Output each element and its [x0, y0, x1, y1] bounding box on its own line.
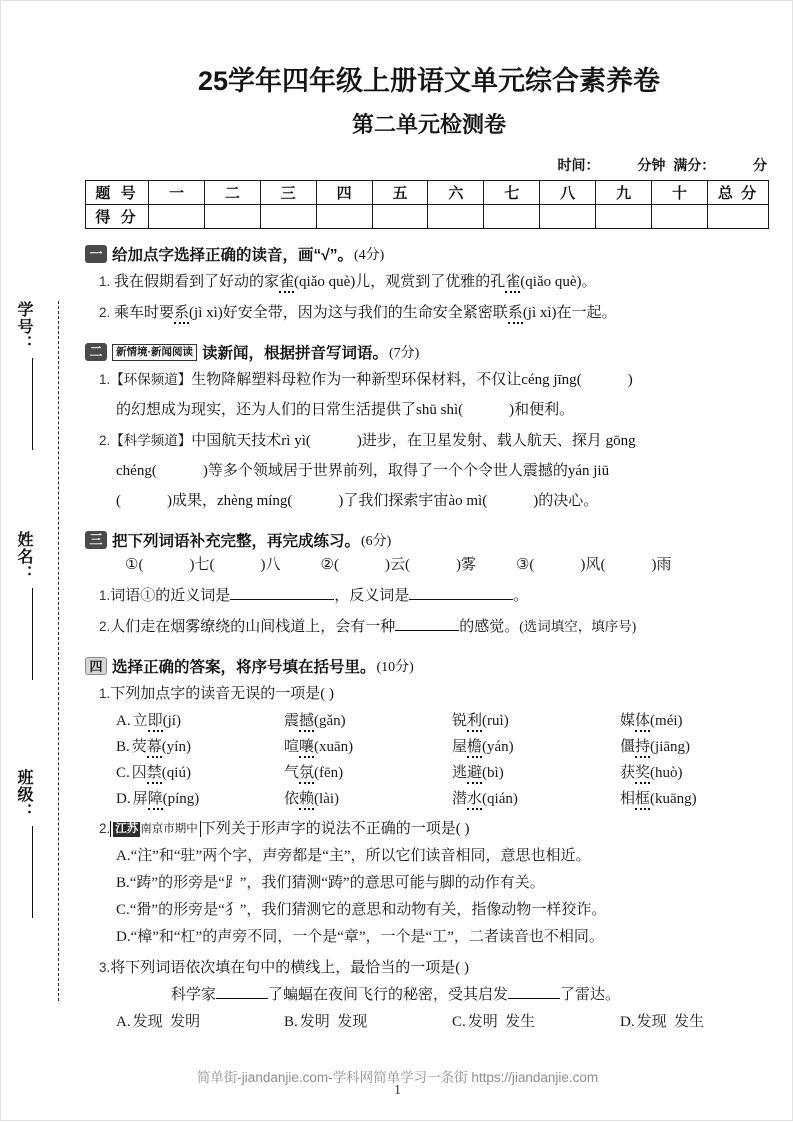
s4-q3-option-a-w2: 发明 [170, 1014, 201, 1030]
s4-q1-option-b-label: B. [116, 739, 130, 755]
score-col-7: 七 [484, 181, 540, 205]
s4-q3-option-b[interactable] [284, 1009, 452, 1035]
s4-q3-option-c-w1: 发明 [467, 1014, 498, 1030]
score-cell-5[interactable] [372, 205, 428, 229]
s4-q1-d-item3-dot: 水 [467, 791, 482, 810]
s4-q1-option-d-label: D. [116, 791, 131, 807]
s4-q1-a-item3-p1: 锐 [452, 713, 468, 729]
s1-q2-dot-char-2: 系 [508, 305, 523, 324]
s2-q2-text-a: 中国航天技术 [191, 433, 282, 449]
s4-q1-c-item3-p1: 逃 [452, 765, 468, 781]
s2-q1-pinyin-2: shū shì [416, 402, 459, 418]
score-col-1: 一 [149, 181, 205, 205]
section-3-marker-icon: 三 [85, 531, 107, 549]
s3-question-2 [85, 613, 773, 641]
s1-q1-text-a: 我在假期看到了好动的家 [114, 274, 280, 290]
total-unit: 分 [753, 157, 767, 173]
s4-q2-option-b[interactable]: B.“踌”的形旁是“⻊”，我们猜测“踌”的意思可能与脚的动作有关。 [116, 875, 545, 891]
section-3-title: 把下列词语补充完整，再完成练习。 [112, 533, 361, 550]
section-2-title: 读新闻，根据拼音写词语。 [202, 345, 389, 362]
s4-q1-b-item1-py: (yín) [161, 739, 191, 755]
s4-q1-b-item4-py: (jiāng) [650, 739, 691, 755]
s4-q1-b-item4 [620, 734, 788, 760]
s3-idiom-3-tail: 雨 [656, 557, 672, 573]
s4-q1-a-item4-dot: 体 [635, 713, 650, 732]
s2-question-1-line-2: 的幻想成为现实，还为人们的日常生活提供了shū shì( )和便利。 [116, 402, 575, 418]
s4-q1-b-item2-dot: 嚷 [299, 739, 314, 758]
s4-q1-d-item1-dot: 障 [148, 791, 163, 810]
s4-q1-option-b[interactable] [116, 734, 284, 760]
s3-idiom-1-no: ① [125, 557, 139, 573]
s3-idiom-2-tail: 雾 [460, 557, 476, 573]
s4-q1-c-item4-dot: 奖 [635, 765, 650, 784]
section-4-score: (10分) [376, 660, 414, 675]
s4-q1-d-item1-p1: 屏 [132, 791, 148, 807]
field-class-rule [32, 826, 33, 918]
section-1-title: 给加点字选择正确的读音，画“√”。 [112, 247, 354, 264]
s1-question-1 [85, 268, 773, 296]
s2-q1-number: 1. [99, 372, 111, 387]
s3-idiom-1: ①( )七( )八 [125, 557, 281, 573]
s2-q1-text-a: 生物降解塑料母粒作为一种新型环保材料，不仅让 [191, 372, 522, 388]
s3-q1-text-b: ，反义词是 [334, 588, 410, 604]
s4-q3-blank-1[interactable] [216, 998, 268, 999]
s4-q1-number: 1. [99, 686, 111, 701]
s4-q1-option-d[interactable] [116, 786, 284, 812]
s4-q2-source-group [110, 821, 201, 837]
score-cell-3[interactable] [260, 205, 316, 229]
field-class [15, 769, 49, 918]
s4-q1-a-item2-p1: 震 [284, 713, 300, 729]
score-table-question-label: 题 号 [86, 181, 149, 205]
s2-q2-pinyin-2-head: gōng [605, 433, 636, 449]
s2-question-2-line-1: 2.【科学频道】中国航天技术rì yì( )进步，在卫星发射、载人航天、探月 gōng [99, 433, 636, 449]
s4-question-2-stem [85, 815, 773, 843]
section-2-context-badge: 新情境·新闻阅读 [112, 344, 197, 361]
s4-q1-a-item4-p1: 媒 [620, 713, 636, 729]
s4-q1-b-item2-p1: 喧 [284, 739, 300, 755]
s4-q1-a-item3-py: (ruì) [482, 713, 509, 729]
section-1-marker-icon: 一 [85, 245, 107, 263]
s1-q2-text-b: (jì xì)好安全带，因为这与我们的生命安全紧密联 [189, 305, 508, 321]
s4-q1-d-item3-py: (qián) [482, 791, 518, 807]
score-cell-2[interactable] [204, 205, 260, 229]
time-label: 时间： [557, 157, 600, 173]
score-col-8: 八 [540, 181, 596, 205]
s4-q1-c-item1-py: (qiú) [161, 765, 191, 781]
s3-idiom-2: ②( )云( )雾 [320, 557, 476, 573]
score-col-5: 五 [372, 181, 428, 205]
s3-q1-number: 1. [99, 588, 111, 603]
s4-q1-a-item1-py: (jí) [162, 713, 181, 729]
s4-q1-a-item2 [284, 708, 452, 734]
s1-q1-dot-char-2: 雀 [505, 274, 520, 293]
s3-q2-text-a: 人们走在烟雾缭绕的山间栈道上，会有一种 [110, 619, 396, 635]
score-cell-7[interactable] [484, 205, 540, 229]
s2-q2-text-d: 成果， [172, 493, 218, 509]
s4-q3-option-b-w2: 发现 [337, 1014, 368, 1030]
s3-q1-text-c: 。 [513, 588, 529, 604]
s4-q1-option-row-b [85, 734, 773, 760]
s4-q1-c-item2-py: (fēn) [314, 765, 344, 781]
s3-q2-note: (选词填空，填序号) [519, 619, 637, 634]
score-cell-10[interactable] [652, 205, 708, 229]
s4-q1-stem-text: 下列加点字的读音无误的一项是( ) [110, 686, 335, 702]
s2-q2-text-f: 的决心。 [538, 493, 599, 509]
section-4 [85, 655, 773, 1035]
s4-q1-a-item4-py: (méi) [650, 713, 683, 729]
s4-q1-c-item4-py: (huò) [650, 765, 683, 781]
s2-q1-pinyin-1: céng jīng [521, 372, 577, 388]
s4-q3-option-c-w2: 发生 [505, 1014, 536, 1030]
s4-q1-option-row-c [85, 760, 773, 786]
s4-q1-c-item3-py: (bì) [482, 765, 504, 781]
s2-q1-text-b: 的幻想成为现实，还为人们的日常生活提供了 [116, 402, 417, 418]
s4-q1-b-item2-py: (xuān) [314, 739, 354, 755]
s4-q1-c-item3-dot: 避 [467, 765, 482, 784]
s4-q1-a-item3-dot: 利 [467, 713, 482, 732]
s3-idiom-1-tail: 八 [265, 557, 281, 573]
s4-q3-sentence-c: 了雷达。 [560, 987, 621, 1003]
s4-q3-sentence-b: 了蝙蝠在夜间飞行的秘密，受其启发 [268, 987, 509, 1003]
s2-question-2-line-3: ( )成果，zhèng míng( )了我们探索宇宙ào mì( )的决心。 [116, 493, 599, 509]
field-class-label: 班级： [15, 769, 32, 820]
section-1-score: (4分) [354, 248, 385, 263]
s2-q2-pinyin-5: ào mì [448, 493, 483, 509]
s4-q1-b-item4-p1: 僵 [620, 739, 636, 755]
page-title: 25学年四年级上册语文单元综合素养卷 [197, 66, 661, 96]
s3-question-1 [85, 582, 773, 610]
s3-idiom-2-no: ② [320, 557, 334, 573]
s4-q3-option-a-label: A. [116, 1014, 131, 1030]
s4-q1-a-item4 [620, 708, 788, 734]
score-col-10: 十 [652, 181, 708, 205]
s4-q3-option-a-w1: 发现 [132, 1014, 163, 1030]
s3-q1-blank-2[interactable] [409, 599, 513, 600]
score-table-header-row [86, 181, 769, 205]
left-margin [1, 1, 73, 1122]
score-col-3: 三 [260, 181, 316, 205]
s4-question-3-stem [85, 954, 773, 982]
s2-q2-pinyin-4: zhèng míng [217, 493, 288, 509]
s3-q2-text-b: 的感觉。 [459, 619, 520, 635]
s4-q1-b-item3-p1: 屋 [452, 739, 468, 755]
s1-q1-number: 1. [99, 274, 111, 289]
s4-q1-d-item2-dot: 赖 [299, 791, 314, 810]
s4-q1-b-item3-dot: 檐 [467, 739, 482, 758]
time-unit: 分钟 [637, 157, 666, 173]
s4-q1-option-row-a [85, 708, 773, 734]
section-4-title: 选择正确的答案，将序号填在括号里。 [112, 659, 376, 676]
s4-q1-d-item4-py: (kuāng) [650, 791, 697, 807]
s2-q2-channel: 【科学频道】 [110, 433, 192, 448]
score-cell-4[interactable] [316, 205, 372, 229]
fold-dashed-line [58, 301, 59, 1001]
s4-q1-c-item3 [452, 760, 620, 786]
s2-q1-channel: 【环保频道】 [110, 372, 192, 387]
s4-q1-c-item2-p1: 气 [284, 765, 300, 781]
field-name [15, 531, 49, 680]
s1-q2-number: 2. [99, 305, 111, 320]
s4-q1-option-a-label: A. [116, 713, 131, 729]
footer-watermark: 简单街-jiandanjie.com-学科网简单学习一条街 https://jiandanjie.com [196, 1070, 599, 1085]
s2-question-2-line-2: chéng( )等多个领域居于世界前列，取得了一个个令世人震撼的yán jiū [116, 463, 610, 479]
s4-q1-b-item2 [284, 734, 452, 760]
page-subtitle: 第二单元检测卷 [351, 112, 506, 137]
score-table-score-label: 得 分 [86, 205, 149, 229]
section-3-heading [85, 529, 773, 551]
s4-q3-sentence [85, 982, 773, 1009]
s2-q2-number: 2. [99, 433, 111, 448]
s4-q1-d-item4-dot: 框 [635, 791, 650, 810]
section-4-marker-icon: 四 [85, 657, 107, 675]
s4-q3-stem-text: 将下列词语依次填在句中的横线上，最恰当的一项是( ) [110, 960, 470, 976]
s1-q1-dot-char-1: 雀 [279, 274, 294, 293]
s4-q3-option-d-label: D. [620, 1014, 635, 1030]
s3-idiom-2-mid: 云 [389, 557, 405, 573]
s2-q2-pinyin-1: rì yì [281, 433, 306, 449]
field-name-label: 姓名： [15, 531, 32, 582]
s1-q2-dot-char-1: 系 [174, 305, 189, 324]
score-cell-1[interactable] [149, 205, 205, 229]
s4-q3-option-d[interactable] [620, 1009, 788, 1035]
section-2 [85, 341, 773, 515]
exam-meta [85, 155, 773, 175]
s4-q1-d-item3 [452, 786, 620, 812]
s4-q1-d-item2 [284, 786, 452, 812]
s4-q1-c-item1-dot: 禁 [147, 765, 162, 784]
s4-q3-option-d-w1: 发现 [636, 1014, 667, 1030]
s3-q1-blank-1[interactable] [230, 599, 334, 600]
section-2-marker-icon: 二 [85, 343, 107, 361]
s4-q1-c-item4-p1: 获 [620, 765, 636, 781]
s4-q1-c-item1-p1: 囚 [131, 765, 147, 781]
s4-q1-d-item1-py: (píng) [162, 791, 200, 807]
s4-q1-c-item2-dot: 氛 [299, 765, 314, 784]
section-1-heading [85, 243, 773, 265]
score-table [85, 180, 769, 229]
s1-q1-text-b: (qiǎo què)儿，观赏到了优雅的孔 [294, 274, 506, 290]
content-column [85, 1, 773, 1035]
score-cell-6[interactable] [428, 205, 484, 229]
s4-q2-province-badge: 江苏 [115, 823, 139, 835]
s4-q3-option-a[interactable] [116, 1009, 284, 1035]
s3-idiom-1-mid: 七 [194, 557, 210, 573]
field-student-id [15, 301, 49, 450]
score-col-9: 九 [596, 181, 652, 205]
score-col-total: 总 分 [708, 181, 769, 205]
section-3 [85, 529, 773, 641]
s3-idiom-row [85, 551, 773, 579]
s1-question-2 [85, 299, 773, 327]
s4-q1-c-item2 [284, 760, 452, 786]
s4-question-1-stem [85, 680, 773, 708]
s2-q2-pinyin-2-tail: chéng [116, 463, 152, 479]
s3-idiom-3: ③( )风( )雨 [515, 557, 672, 573]
s4-q1-b-item3-py: (yán) [482, 739, 514, 755]
s4-q3-number: 3. [99, 960, 111, 975]
s4-q1-b-item1-p1: 荧 [131, 739, 147, 755]
section-2-heading [85, 341, 773, 363]
s4-q2-stem-text: 下列关于形声字的说法不正确的一项是( ) [200, 821, 470, 837]
section-3-score: (6分) [361, 534, 392, 549]
score-col-2: 二 [204, 181, 260, 205]
s2-q2-pinyin-3: yán jiū [567, 463, 610, 479]
s4-q1-a-item2-dot: 撼 [299, 713, 314, 732]
s4-q3-sentence-a: 科学家 [171, 987, 217, 1003]
s4-q1-a-item1-dot: 即 [148, 713, 163, 732]
s4-q1-d-item2-py: (lài) [314, 791, 340, 807]
s4-q1-d-item4 [620, 786, 788, 812]
score-col-4: 四 [316, 181, 372, 205]
score-col-6: 六 [428, 181, 484, 205]
field-name-rule [32, 588, 33, 680]
s4-q1-a-item1-p1: 立 [132, 713, 148, 729]
s4-q1-option-c[interactable] [116, 760, 284, 786]
s3-q1-text-a: 词语①的近义词是 [110, 588, 231, 604]
s4-q3-option-c-label: C. [452, 1014, 466, 1030]
field-student-id-rule [32, 358, 33, 450]
section-1 [85, 243, 773, 327]
total-label: 满分： [673, 157, 716, 173]
s1-q2-text-c: (jì xì)在一起。 [522, 305, 617, 321]
s4-q3-option-row [85, 1009, 773, 1035]
s4-q2-option-d[interactable]: D.“樟”和“杠”的声旁不同，一个是“章”，一个是“工”，二者读音也不相同。 [116, 929, 604, 945]
s4-q3-option-b-label: B. [284, 1014, 298, 1030]
s4-q1-d-item4-p1: 相 [620, 791, 636, 807]
score-cell-8[interactable] [540, 205, 596, 229]
s4-q1-a-item2-py: (gǎn) [314, 713, 346, 729]
s4-q1-b-item4-dot: 持 [635, 739, 650, 758]
s4-q3-option-d-w2: 发生 [674, 1014, 705, 1030]
score-table-value-row [86, 205, 769, 229]
s4-q1-c-item4 [620, 760, 788, 786]
section-4-heading [85, 655, 773, 677]
s4-q2-option-c[interactable]: C.“猾”的形旁是“犭”，我们猜测它的意思和动物有关，指像动物一样狡诈。 [116, 902, 607, 918]
s4-q2-number: 2. [99, 821, 111, 836]
s2-q2-text-b: 进步，在卫星发射、载人航天、探月 [361, 433, 602, 449]
field-student-id-label: 学号： [15, 301, 32, 352]
s4-q1-b-item1-dot: 幕 [147, 739, 162, 758]
s4-q1-option-c-label: C. [116, 765, 130, 781]
section-2-score: (7分) [389, 346, 420, 361]
s3-q2-blank-1[interactable] [395, 630, 459, 631]
s4-q1-option-a[interactable] [116, 708, 284, 734]
s4-q1-a-item3 [452, 708, 620, 734]
score-cell-9[interactable] [596, 205, 652, 229]
s4-q3-option-b-w1: 发明 [299, 1014, 330, 1030]
s3-idiom-3-no: ③ [515, 557, 530, 573]
s4-q2-source-label: 南京市期中 [140, 823, 198, 835]
s4-q1-d-item2-p1: 依 [284, 791, 300, 807]
s4-q3-blank-2[interactable] [508, 998, 560, 999]
s2-q1-text-c: 和便利。 [514, 402, 575, 418]
s3-idiom-3-mid: 风 [585, 557, 601, 573]
s1-q1-text-c: (qiǎo què)。 [520, 274, 597, 290]
s1-q2-text-a: 乘车时要 [114, 305, 175, 321]
s4-q1-option-row-d [85, 786, 773, 812]
s3-q2-number: 2. [99, 619, 111, 634]
s2-q2-text-e: 了我们探索宇宙 [343, 493, 449, 509]
s4-q1-d-item3-p1: 潜 [452, 791, 468, 807]
s4-q2-option-a[interactable]: A.“注”和“驻”两个字，声旁都是“主”，所以它们读音相同，意思也相近。 [116, 848, 591, 864]
s2-question-1-line-1: 1.【环保频道】生物降解塑料母粒作为一种新型环保材料，不仅让céng jīng( ) [99, 372, 633, 388]
score-cell-total[interactable] [708, 205, 769, 229]
s4-q3-option-c[interactable] [452, 1009, 620, 1035]
s2-q2-text-c: 等多个领域居于世界前列，取得了一个个令世人震撼的 [207, 463, 568, 479]
page-number: 1 [394, 1083, 401, 1098]
s4-q1-b-item3 [452, 734, 620, 760]
